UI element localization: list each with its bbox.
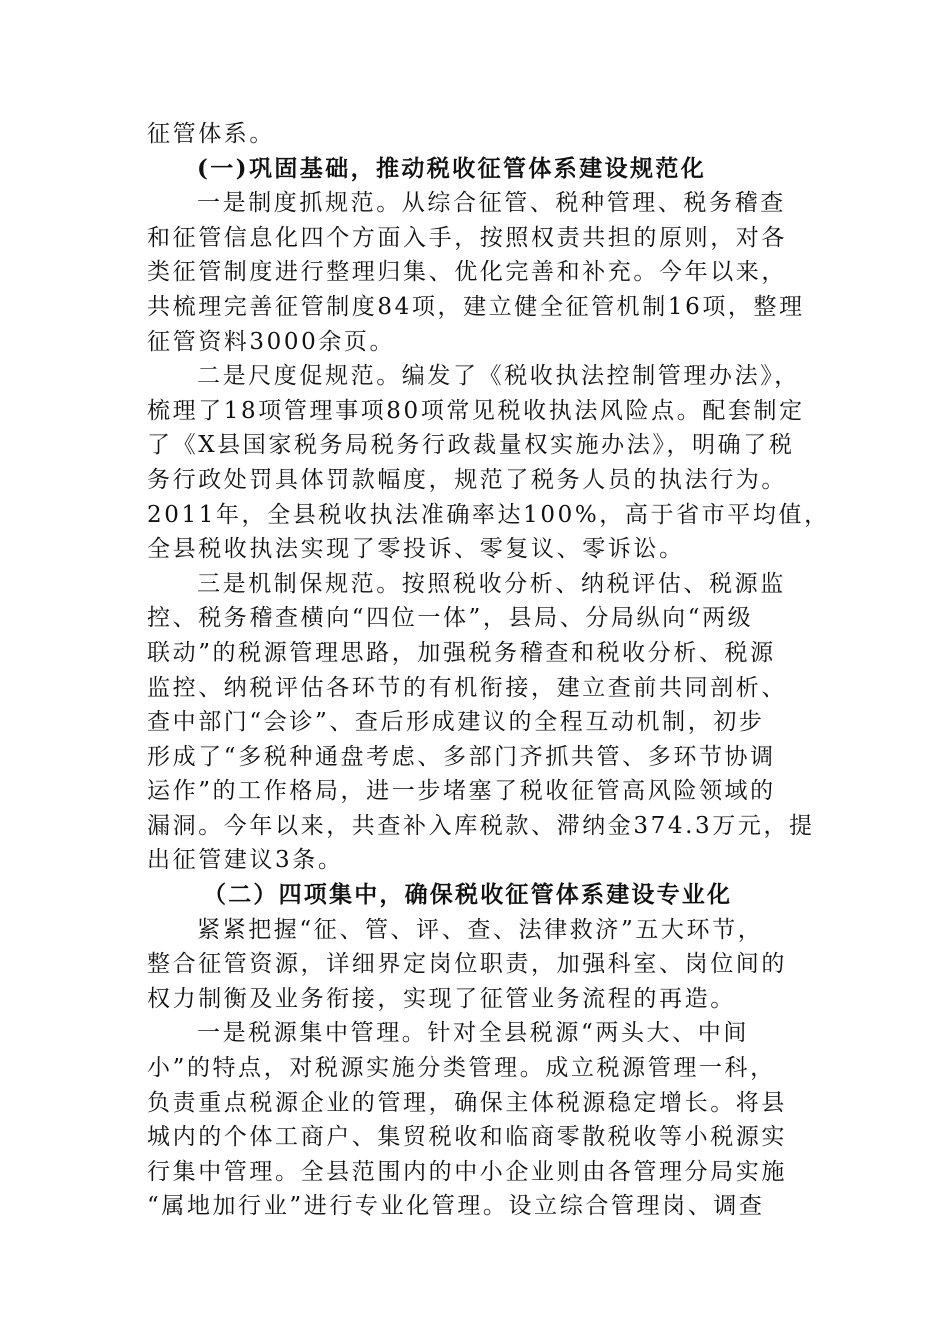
- paragraph-start: 一是税源集中管理。针对全县税源“两头大、中间: [197, 1020, 749, 1047]
- section-heading: (一)巩固基础，推动税收征管体系建设规范化: [197, 154, 707, 182]
- text-line: 和征管信息化四个方面入手，按照权责共担的原则，对各: [147, 224, 787, 251]
- text-line: 运作”的工作格局，进一步堵塞了税收征管高风险领域的: [147, 778, 776, 805]
- text-line: 形成了“多税种通盘考虑、多部门齐抓共管、多环节协调: [147, 743, 776, 770]
- text-line: “属地加行业”进行专业化管理。设立综合管理岗、调查: [147, 1193, 765, 1220]
- text-line: 漏洞。今年以来，共查补入库税款、滞纳金374.3万元，提: [147, 812, 815, 839]
- text-line: 梳理了18项管理事项80项常见税收执法风险点。配套制定: [147, 397, 805, 424]
- paragraph-start: 二是尺度促规范。编发了《税收执法控制管理办法》，: [197, 363, 800, 390]
- text-line: 务行政处罚具体罚款幅度，规范了税务人员的执法行为。: [147, 466, 787, 493]
- text-line: 负责重点税源企业的管理，确保主体税源稳定增长。将县: [147, 1089, 787, 1116]
- text-line: 2011年，全县税收执法准确率达100%，高于省市平均值，: [147, 501, 830, 528]
- text-line: 联动”的税源管理思路，加强税务稽查和税收分析、税源: [147, 639, 776, 666]
- text-line: 行集中管理。全县范围内的中小企业则由各管理分局实施: [147, 1158, 787, 1185]
- text-line: 全县税收执法实现了零投诉、零复议、零诉讼。: [147, 536, 685, 563]
- text-line: 小”的特点，对税源实施分类管理。成立税源管理一科，: [147, 1055, 776, 1082]
- text-line: 了《X县国家税务局税务行政裁量权实施办法》，明确了税: [147, 432, 795, 459]
- text-line: 征管资料3000余页。: [147, 328, 396, 355]
- paragraph-start: 一是制度抓规范。从综合征管、税种管理、税务稽查: [197, 190, 786, 217]
- section-heading: （二）四项集中，确保税收征管体系建设专业化: [203, 881, 733, 909]
- paragraph-start: 紧紧把握“征、管、评、查、法律救济”五大环节，: [197, 916, 764, 943]
- text-line: 共梳理完善征管制度84项，建立健全征管机制16项，整理: [147, 293, 805, 320]
- text-line: 整合征管资源，详细界定岗位职责，加强科室、岗位间的: [147, 951, 787, 978]
- text-line: 征管体系。: [147, 121, 275, 147]
- paragraph-start: 三是机制保规范。按照税收分析、纳税评估、税源监: [197, 570, 786, 597]
- text-line: 权力制衡及业务衔接，实现了征管业务流程的再造。: [147, 985, 736, 1012]
- text-line: 城内的个体工商户、集贸税收和临商零散税收等小税源实: [147, 1124, 787, 1151]
- text-line: 出征管建议3条。: [147, 847, 344, 874]
- text-line: 查中部门“会诊”、查后形成建议的全程互动机制，初步: [147, 709, 765, 736]
- text-line: 类征管制度进行整理归集、优化完善和补充。今年以来，: [147, 259, 787, 286]
- document-body: [147, 117, 830, 1224]
- text-line: 控、税务稽查横向“四位一体”，县局、分局纵向“两级: [147, 605, 754, 632]
- text-line: 监控、纳税评估各环节的有机衔接，建立查前共同剖析、: [147, 674, 787, 701]
